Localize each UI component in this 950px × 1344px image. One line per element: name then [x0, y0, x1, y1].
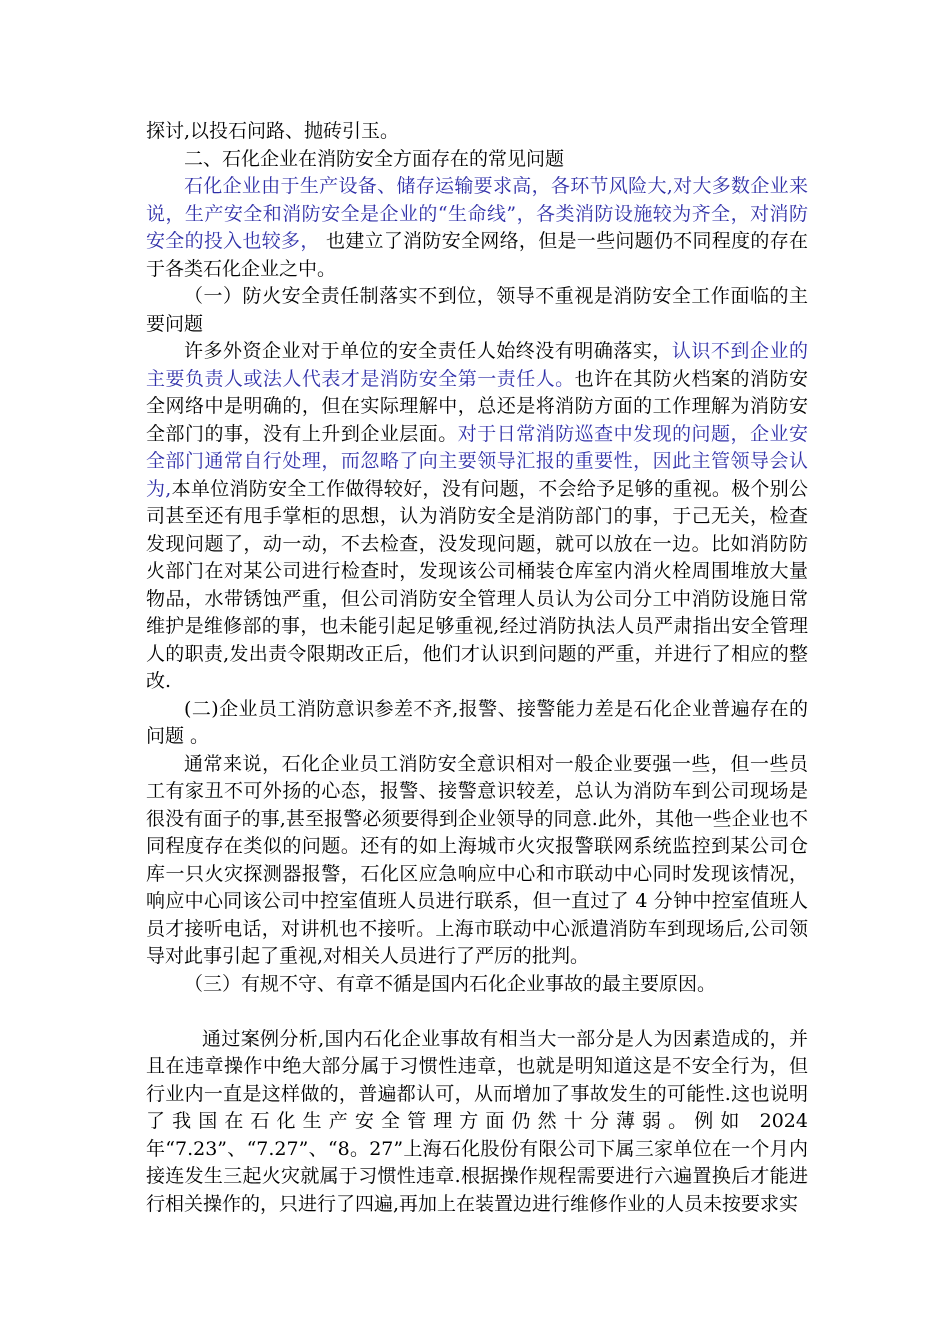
- paragraph-intro-end: 探讨,以投石问路、抛砖引玉。: [146, 120, 400, 142]
- paragraph-text: 也建立了消防安全网络，但是一些问题仍不同程度的存在于各类石化企业之中。: [146, 230, 808, 280]
- section-heading-2: 二、石化企业在消防安全方面存在的常见问题: [184, 147, 565, 170]
- paragraph-overview: [146, 173, 808, 283]
- highlighted-text: 石化企业由于生产设备、储存运输要求高，各环节风险大,对大多数企业来说，生产安全和消防安全是企业的“生命线”，各类消防设施较为齐全，对消防安全的投入也较多，: [146, 175, 808, 252]
- paragraph-awareness: 通常来说，石化企业员工消防安全意识相对一般企业要强一些，但一些员工有家丑不可外扬的心态，报警、接警意识较差，总认为消防车到公司现场是很没有面子的事,甚至报警必须要得到企业领导的同意.此外，其他一些企业也不同程度存在类似的问题。还有的如上海城市火灾报警联网系统监控到某公司仓库一只火灾探测器报警，石化区应急响应中心和市联动中心同时发现该情况，响应中心同该公司中控室值班人员进行联系，但一直过了 4 分钟中控室值班人员才接听电话，对讲机也不接听。上海市联动中心派遣消防车到现场后,公司领导对此事引起了重视,对相关人员进行了严厉的批判。: [146, 752, 808, 967]
- highlighted-text: 认识不到企业的主要负责人或法人代表才是消防安全第一责任人。: [146, 340, 808, 390]
- subheading-1: （一）防火安全责任制落实不到位，领导不重视是消防安全工作面临的主要问题: [146, 285, 808, 335]
- document-page: [146, 118, 808, 1218]
- subheading-2: (二)企业员工消防意识参差不齐,报警、接警能力差是石化企业普遍存在的问题 。: [146, 697, 808, 747]
- highlighted-text: 对于日常消防巡查中发现的问题，企业安全部门通常自行处理，而忽略了向主要领导汇报的重要性，因此主管领导会认为,: [146, 422, 808, 500]
- paragraph-text: 本单位消防安全工作做得较好，没有问题，不会给予足够的重视。极个别公司甚至还有甩手掌柜的思想，认为消防安全是消防部门的事，于己无关，检查发现问题了，动一动，不去检查，没发现问题，就可以放在一边。比如消防防火部门在对某公司进行检查时，发现该公司桶装仓库室内消火栓周围堆放大量物品，水带锈蚀严重，但公司消防安全管理人员认为公司分工中消防设施日常维护是维修部的事，也未能引起足够重视,经过消防执法人员严肃指出安全管理人的职责,发出责令限期改正后，他们才认识到问题的严重，并进行了相应的整改.: [146, 477, 808, 692]
- paragraph-case-analysis: 通过案例分析,国内石化企业事故有相当大一部分是人为因素造成的，并且在违章操作中绝大部分属于习惯性违章，也就是明知道这是不安全行为，但行业内一直是这样做的，普遍都认可，从而增加了事故发生的可能性.这也说明了我国在石化生产安全管理方面仍然十分薄弱。例如 2024 年“7.23”、“7.27”、“8。27”上海石化股份有限公司下属三家单位在一个月内接连发生三起火灾就属于习惯性违章.根据操作规程需要进行六遍置换后才能进行相关操作的，只进行了四遍,再加上在装置边进行维修作业的人员未按要求实: [146, 1027, 808, 1215]
- blank-line: [146, 998, 808, 1026]
- paragraph-responsibility: [146, 338, 808, 696]
- paragraph-text: 也许在其防火档案的消防安全网络中是明确的，但在实际理解中，总还是将消防方面的工作理解为消防安全部门的事，没有上升到企业层面。: [146, 367, 808, 445]
- subheading-3: （三）有规不守、有章不循是国内石化企业事故的最主要原因。: [184, 972, 717, 995]
- paragraph-text: 许多外资企业对于单位的安全责任人始终没有明确落实，: [184, 340, 672, 362]
